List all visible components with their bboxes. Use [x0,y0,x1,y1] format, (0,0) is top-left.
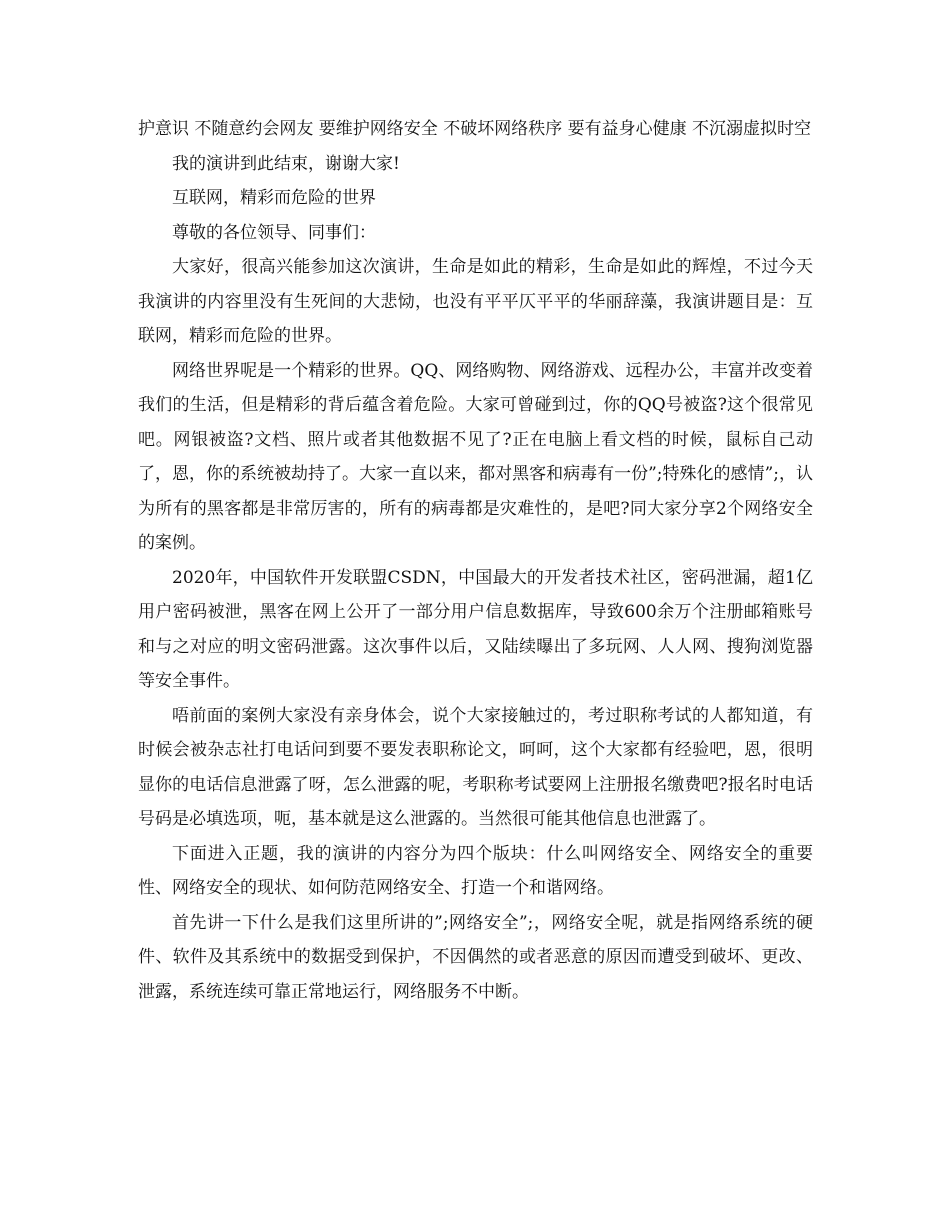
paragraph-outline: 下面进入正题，我的演讲的内容分为四个版块：什么叫网络安全、网络安全的重要性、网络安全的现状、如何防范网络安全、打造一个和谐网络。 [138,843,813,898]
speech-title: 互联网，精彩而危险的世界 [172,188,376,208]
paragraph-definition: 首先讲一下什么是我们这里所讲的”;网络安全”;，网络安全呢，就是指网络系统的硬件、软件及其系统中的数据受到保护，不因偶然的或者恶意的原因而遭受到破坏、更改、泄露，系统连续可靠正常地运行，网络服务不中断。 [138,912,813,1002]
paragraph-closing: 我的演讲到此结束，谢谢大家! [172,153,400,174]
paragraph-network-world: 网络世界呢是一个精彩的世界。QQ、网络购物、网络游戏、远程办公，丰富并改变着我们的生活，但是精彩的背后蕴含着危险。大家可曾碰到过，你的QQ号被盗?这个很常见吧。网银被盗?文档、照片或者其他数据不见了?正在电脑上看文档的时候，鼠标自己动了，恩，你的系统被劫持了。大家一直以来，都对黑客和病毒有一份”;特殊化的感情”;，认为所有的黑客都是非常厉害的，所有的病毒都是灾难性的，是吧?同大家分享2个网络安全的案例。 [138,360,813,553]
paragraph-case-csdn: 2020年，中国软件开发联盟CSDN，中国最大的开发者技术社区，密码泄漏，超1亿用户密码被泄，黑客在网上公开了一部分用户信息数据库，导致600余万个注册邮箱账号和与之对应的明文密码泄露。这次事件以后，又陆续曝出了多玩网、人人网、搜狗浏览器等安全事件。 [138,567,813,691]
paragraph-intro: 大家好，很高兴能参加这次演讲，生命是如此的精彩，生命是如此的辉煌，不过今天我演讲的内容里没有生死间的大悲恸，也没有平平仄平平的华丽辞藻，我演讲题目是：互联网，精彩而危险的世界。 [138,257,813,346]
paragraph-continuation: 护意识 不随意约会网友 要维护网络安全 不破坏网络秩序 要有益身心健康 不沉溺虚拟时空 [138,119,812,139]
paragraph-case-exam: 唔前面的案例大家没有亲身体会，说个大家接触过的，考过职称考试的人都知道，有时候会被杂志社打电话问到要不要发表职称论文，呵呵，这个大家都有经验吧，恩，很明显你的电话信息泄露了呀，怎么泄露的呢，考职称考试要网上注册报名缴费吧?报名时电话号码是必填选项，呃，基本就是这么泄露的。当然很可能其他信息也泄露了。 [138,705,813,829]
document-page [138,112,813,1009]
salutation: 尊敬的各位领导、同事们： [172,222,376,243]
